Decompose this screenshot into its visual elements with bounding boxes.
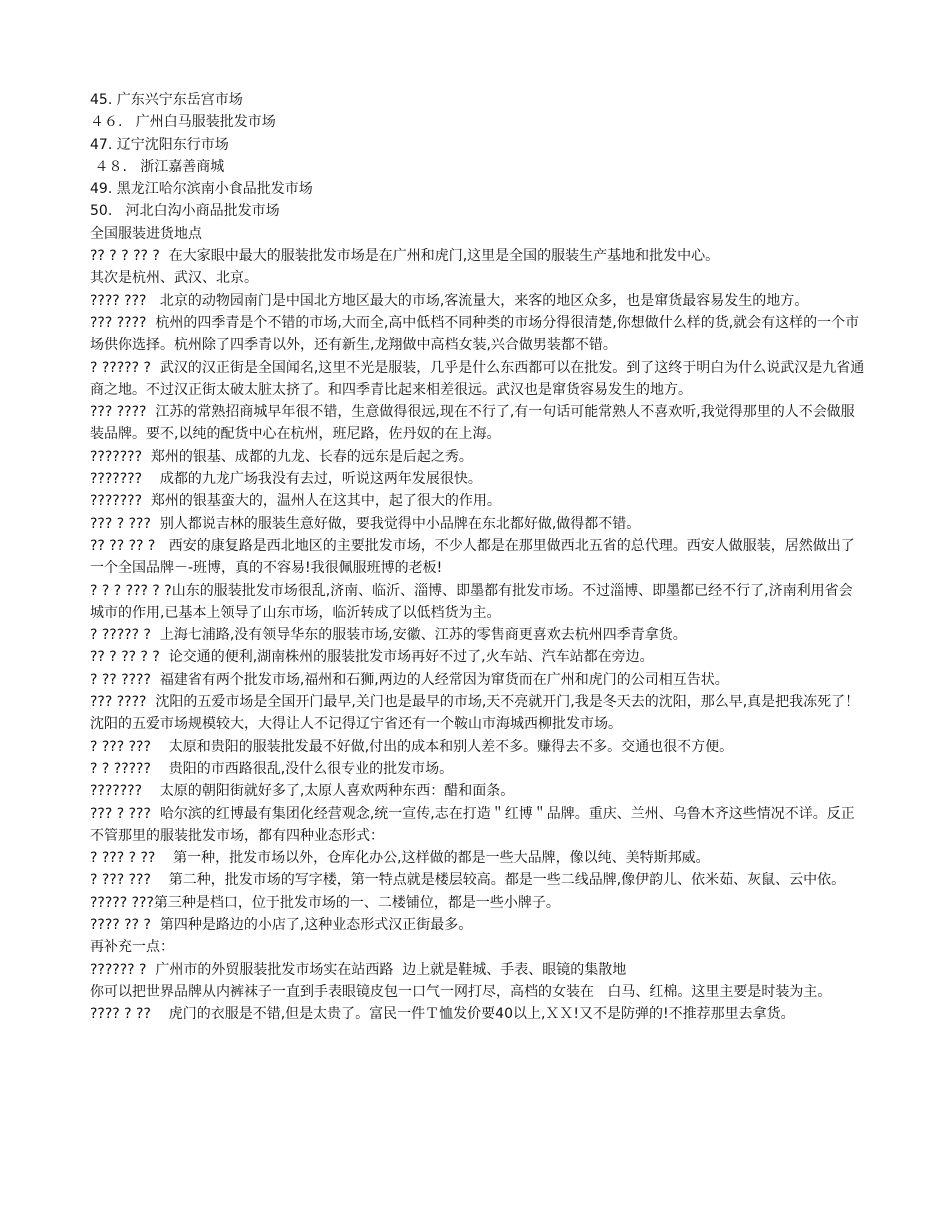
paragraph: ??? ???? 杭州的四季青是个不错的市场,大而全,高中低档不同种类的市场分得很清楚,你想做什么样的货,就会有这样的一个市场供你选择。杭州除了四季青以外，还有新生,龙翔做中高档女装,兴合做男装都不错。 xyxy=(90,314,860,354)
paragraph: ?????? ? 广州市的外贸服装批发市场实在站西路 边上就是鞋城、手表、眼镜的集散地 xyxy=(90,961,627,978)
paragraph: ? ? ????? 贵阳的市西路很乱,没什么很专业的批发市场。 xyxy=(90,760,454,777)
market-item-46: ４６. 广州白马服装批发市场 xyxy=(90,114,276,131)
paragraph: ???? ? ?? 虎门的衣服是不错,但是太贵了。富民一件Ｔ恤发价要40以上,ＸＸ!又不是防弹的!不推荐那里去拿货。 xyxy=(90,1006,795,1023)
paragraph: ??? ? ??? 别人都说吉林的服装生意好做，要我觉得中小品牌在东北都好做,做得都不错。 xyxy=(90,515,641,532)
market-item-47: 47. 辽宁沈阳东行市场 xyxy=(90,136,229,153)
paragraph: ?? ? ?? ? ? 论交通的便利,湖南株州的服装批发市场再好不过了,火车站、汽车站都在旁边。 xyxy=(90,649,654,666)
paragraph: ?? ?? ?? ? 西安的康复路是西北地区的主要批发市场，不少人都是在那里做西北五省的总代理。西安人做服装，居然做出了一个全国品牌－-班博，真的不容易!我很佩服班博的老板! xyxy=(90,537,855,577)
paragraph: ???? ?? ? 第四种是路边的小店了,这种业态形式汉正街最多。 xyxy=(90,916,473,933)
paragraph: ? ??? ??? 太原和贵阳的服装批发最不好做,付出的成本和别人差不多。赚得去不多。交通也很不方便。 xyxy=(90,738,734,755)
section-heading: 再补充一点： xyxy=(90,939,174,956)
section-heading: 全国服装进货地点 xyxy=(90,225,202,242)
market-item-50: 50. 河北白沟小商品批发市场 xyxy=(90,203,280,220)
paragraph: ????? ???第三种是档口，位于批发市场的一、二楼铺位，都是一些小牌子。 xyxy=(90,894,560,911)
paragraph: ??? ???? 沈阳的五爱市场是全国开门最早,关门也是最早的市场,天不亮就开门,我是冬天去的沈阳，那么早,真是把我冻死了！沈阳的五爱市场规模较大，大得让人不记得辽宁省还有一个鞍山市海城西柳批发市场。 xyxy=(90,694,860,733)
paragraph: ???? ??? 北京的动物园南门是中国北方地区最大的市场,客流量大，来客的地区众多，也是窜货最容易发生的地方。 xyxy=(90,292,809,309)
paragraph: 其次是杭州、武汉、北京。 xyxy=(90,270,258,287)
paragraph: ??????? 郑州的银基蛮大的，温州人在这其中，起了很大的作用。 xyxy=(90,493,501,510)
paragraph: ? ????? ? 武汉的汉正街是全国闻名,这里不光是服装，几乎是什么东西都可以在批发。到了这终于明白为什么说武汉是九省通商之地。不过汉正街太破太脏太挤了。和四季青比起来相差很远。武汉也是窜货容易发生的地方。 xyxy=(90,359,865,398)
market-item-49: 49. 黑龙江哈尔滨南小食品批发市场 xyxy=(90,181,313,198)
document-body xyxy=(90,89,865,1025)
market-item-48: ４８. 浙江嘉善商城 xyxy=(90,158,225,175)
paragraph: ? ?? ???? 福建省有两个批发市场,福州和石狮,两边的人经常因为窜货而在广州和虎门的公司相互告状。 xyxy=(90,671,729,688)
paragraph: ?? ? ? ?? ? 在大家眼中最大的服装批发市场是在广州和虎门,这里是全国的服装生产基地和批发中心。 xyxy=(90,248,720,265)
paragraph: ??????? 郑州的银基、成都的九龙、长春的远东是后起之秀。 xyxy=(90,448,473,465)
paragraph: ? ????? ? 上海七浦路,没有领导华东的服装市场,安徽、江苏的零售商更喜欢去杭州四季青拿货。 xyxy=(90,627,687,644)
paragraph: 你可以把世界品牌从内裤袜子一直到手表眼镜皮包一口气一网打尽，高档的女装在 白马、红棉。这里主要是时装为主。 xyxy=(90,983,832,1000)
paragraph: ??? ???? 江苏的常熟招商城早年很不错，生意做得很远,现在不行了,有一句话可能常熟人不喜欢听,我觉得那里的人不会做服装品牌。要不,以纯的配货中心在杭州，班尼路，佐丹奴的在上海。 xyxy=(90,404,855,443)
paragraph: ? ??? ? ?? 第一种，批发市场以外，仓库化办公,这样做的都是一些大品牌，像以纯、美特斯邦威。 xyxy=(90,850,710,867)
paragraph: ? ? ? ??? ? ?山东的服装批发市场很乱,济南、临沂、淄博、即墨都有批发市场。不过淄博、即墨都已经不行了,济南利用省会城市的作用,已基本上领导了山东市场，临沂转成了以低档货为主。 xyxy=(90,582,853,621)
paragraph: ? ??? ??? 第二种，批发市场的写字楼，第一特点就是楼层较高。都是一些二线品牌,像伊韵儿、依米茹、灰鼠、云中依。 xyxy=(90,872,846,889)
paragraph: ??????? 太原的朝阳街就好多了,太原人喜欢两种东西：醋和面条。 xyxy=(90,783,515,800)
market-item-45: 45. 广东兴宁东岳宫市场 xyxy=(90,92,243,108)
paragraph: ??? ? ??? 哈尔滨的红博最有集团化经营观念,统一宣传,志在打造＂红博＂品牌。重庆、兰州、乌鲁木齐这些情况不详。反正不管那里的服装批发市场，都有四种业态形式： xyxy=(90,805,855,844)
paragraph: ??????? 成都的九龙广场我没有去过，听说这两年发展很快。 xyxy=(90,471,482,488)
